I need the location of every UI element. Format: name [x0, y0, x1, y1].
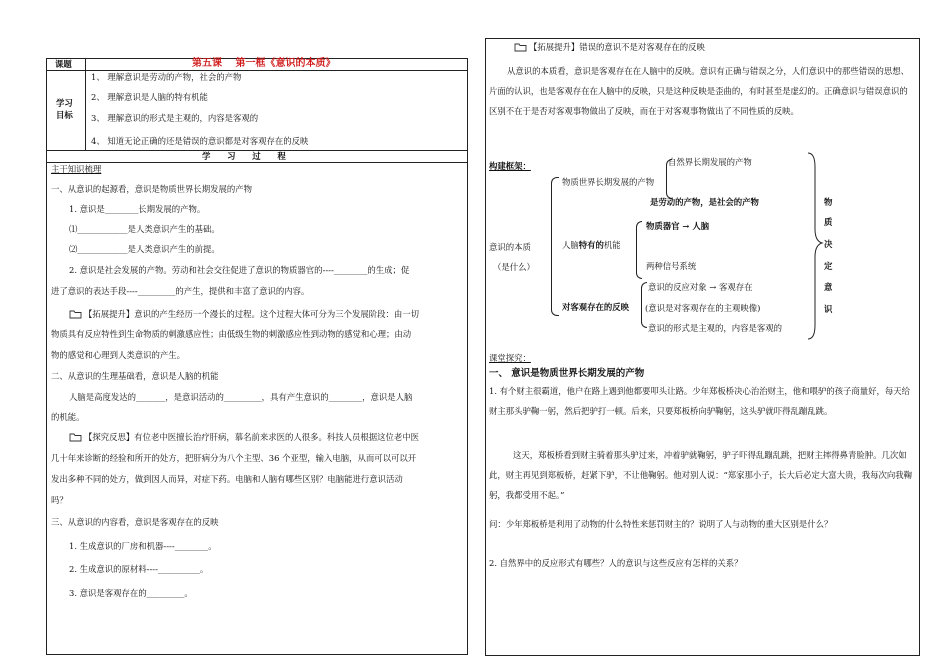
extension-text: 物的感觉和心理到人类意识的产生。 — [51, 350, 185, 360]
folder-icon — [69, 432, 82, 442]
framework-leaf: (意识是对客观存在的主观映像) — [645, 303, 761, 313]
fill-blank-line: 1. 生成意识的厂房和机器----________。 — [69, 541, 217, 551]
side-char: 意 — [824, 282, 833, 292]
framework-label: 构建框架： — [489, 161, 531, 171]
fill-blank-line: 2. 生成意识的原材料----__________。 — [69, 564, 209, 574]
section-2-title: 二、从意识的生理基础看，意识是人脑的机能 — [51, 371, 219, 381]
fill-blank-line: 的机能。 — [51, 412, 85, 422]
framework-leaf: 物质器官 → 人脑 — [646, 221, 710, 231]
side-char: 定 — [824, 261, 833, 271]
reflection-text: 发出多种不同的处方，做到因人而异，对症下药。电脑和人脑有哪些区别？电脑能进行意识活动 — [51, 474, 403, 484]
goal-item: 2、 理解意识是人脑的特有机能 — [91, 92, 208, 102]
fill-blank-line: 1. 意识是________长期发展的产物。 — [69, 204, 206, 214]
main-brace — [551, 177, 559, 316]
section-heading: 一、 意识是物质世界长期发展的产物 — [489, 368, 645, 379]
left-page — [46, 58, 468, 655]
side-char: 决 — [824, 239, 833, 249]
framework-root-sub: （是什么） — [493, 262, 535, 272]
reflection-paragraph — [69, 432, 419, 443]
goals-label: 目标 — [56, 110, 73, 120]
extension-paragraph — [69, 309, 419, 320]
lesson-title: 第五课 第一框《意识的本质》 — [192, 58, 336, 69]
story-paragraph: 1. 有个财主很霸道，他户在路上遇到他都要叩头让路。少年郑板桥决心治治财主，他和喂驴的孩子商量好，每天给财主那头驴鞠一躬，然后把驴打一顿。后来，只要郑板桥向驴鞠躬，这头驴就吓得乱蹦乱跳。 — [489, 386, 911, 416]
side-char: 物 — [824, 197, 833, 207]
concept-framework-diagram — [486, 149, 919, 349]
fill-blank-line: 人脑是高度发达的_______，是意识活动的_________，具有产生意识的________，意识是人脑 — [69, 392, 413, 402]
side-char: 质 — [824, 217, 833, 227]
fill-blank-line: ⑴____________是人类意识产生的基础。 — [69, 224, 220, 234]
extension-text: 物质具有反应特性到生命物质的刺激感应性；由低级生物的刺激感应性到动物的感觉和心理；由动 — [51, 329, 412, 339]
extension-title: 【拓展提升】错误的意识不是对客观存在的反映 — [529, 42, 705, 52]
reflection-text: 【探究反思】有位老中医擅长治疗肝病，慕名前来求医的人很多。科技人员根据这位老中医 — [84, 432, 419, 442]
framework-leaf: 是劳动的产物，是社会的产物 — [650, 197, 759, 207]
framework-leaf: 意识的反应对象 → 客观存在 — [648, 282, 753, 292]
story-paragraph: 这天，郑板桥看到财主骑着那头驴过来，冲着驴就鞠躬，驴子吓得乱蹦乱跳，把财主摔得鼻青脸肿。几次如此，财主再见到郑板桥，赶紧下驴，不让他鞠躬。他对别人说：“郑家那小子，长大后必定大富大贵，我每次向我鞠躬，我都受用不起。” — [489, 450, 913, 500]
question: 问：少年郑板桥是利用了动物的什么特性来惩罚财主的？说明了人与动物的重大区别是什么？ — [489, 519, 833, 529]
table-column-line — [85, 58, 86, 150]
framework-node: 对客观存在的反映 — [562, 302, 629, 312]
goal-item: 4、 知道无论正确的还是错误的意识都是对客观存在的反映 — [91, 136, 309, 146]
goal-item: 1、 理解意识是劳动的产物，社会的产物 — [91, 72, 242, 82]
reflection-text: 吗？ — [51, 495, 68, 505]
review-title: 主干知识梳理 — [51, 164, 102, 174]
section-1-title: 一、从意识的起源看，意识是物质世界长期发展的产物 — [51, 184, 252, 194]
framework-leaf: 自然界长期发展的产物 — [668, 157, 752, 167]
table-line — [47, 162, 467, 163]
fill-blank-line: 3. 意识是客观存在的_________。 — [69, 588, 193, 598]
right-brace — [806, 149, 826, 349]
question: 2. 自然界中的反应形式有哪些？人的意识与这些反应有怎样的关系？ — [489, 558, 743, 568]
right-page — [485, 38, 920, 656]
class-explore-label: 课堂探究： — [489, 353, 531, 363]
goals-label: 学习 — [56, 98, 73, 108]
folder-icon — [514, 42, 527, 52]
table-line — [47, 70, 467, 71]
process-title: 学 习 过 程 — [202, 151, 286, 161]
framework-node: 物质世界长期发展的产物 — [562, 177, 655, 187]
section-3-title: 三、从意识的内容看，意识是客观存在的反映 — [51, 517, 219, 527]
goal-item: 3、 理解意识的形式是主观的，内容是客观的 — [91, 113, 259, 123]
fill-blank-line: 进了意识的表达手段----_________的产生，提供和丰富了意识的内容。 — [51, 286, 310, 296]
reflection-text: 几十年来诊断的经验和所开的处方，把肝病分为八个主型、36 个亚型，输入电脑，从而可以可以开 — [51, 453, 417, 463]
framework-leaf: 意识的形式是主观的，内容是客观的 — [648, 323, 782, 333]
side-char: 识 — [824, 304, 833, 314]
fill-blank-line: 2. 意识是社会发展的产物。劳动和社会交往促进了意识的物质器官的----________的生成；促 — [69, 265, 410, 275]
extension-text: 【拓展提升】意识的产生经历一个漫长的过程。这个过程大体可分为三个发展阶段：由一切 — [84, 309, 419, 319]
topic-label: 课题 — [55, 59, 72, 69]
extension-paragraph: 从意识的本质看，意识是客观存在在人脑中的反映。意识有正确与错误之分，人们意识中的那些错误的思想、片面的认识，也是客观存在在人脑中的反映，只是这种反映是歪曲的，有时甚至是虚幻的。正确意识与错误意识的区别不在于是否对客观事物做出了反映，而在于对客观事物做出了不同性质的反映。 — [489, 66, 909, 116]
sub-brace — [636, 221, 642, 279]
folder-icon — [69, 309, 82, 319]
framework-leaf: 两种信号系统 — [646, 261, 697, 271]
framework-root: 意识的本质 — [489, 242, 531, 252]
extension-heading — [514, 42, 705, 53]
framework-node: 人脑特有的机能 — [562, 240, 621, 250]
fill-blank-line: ⑵____________是人类意识产生的前提。 — [69, 244, 220, 254]
